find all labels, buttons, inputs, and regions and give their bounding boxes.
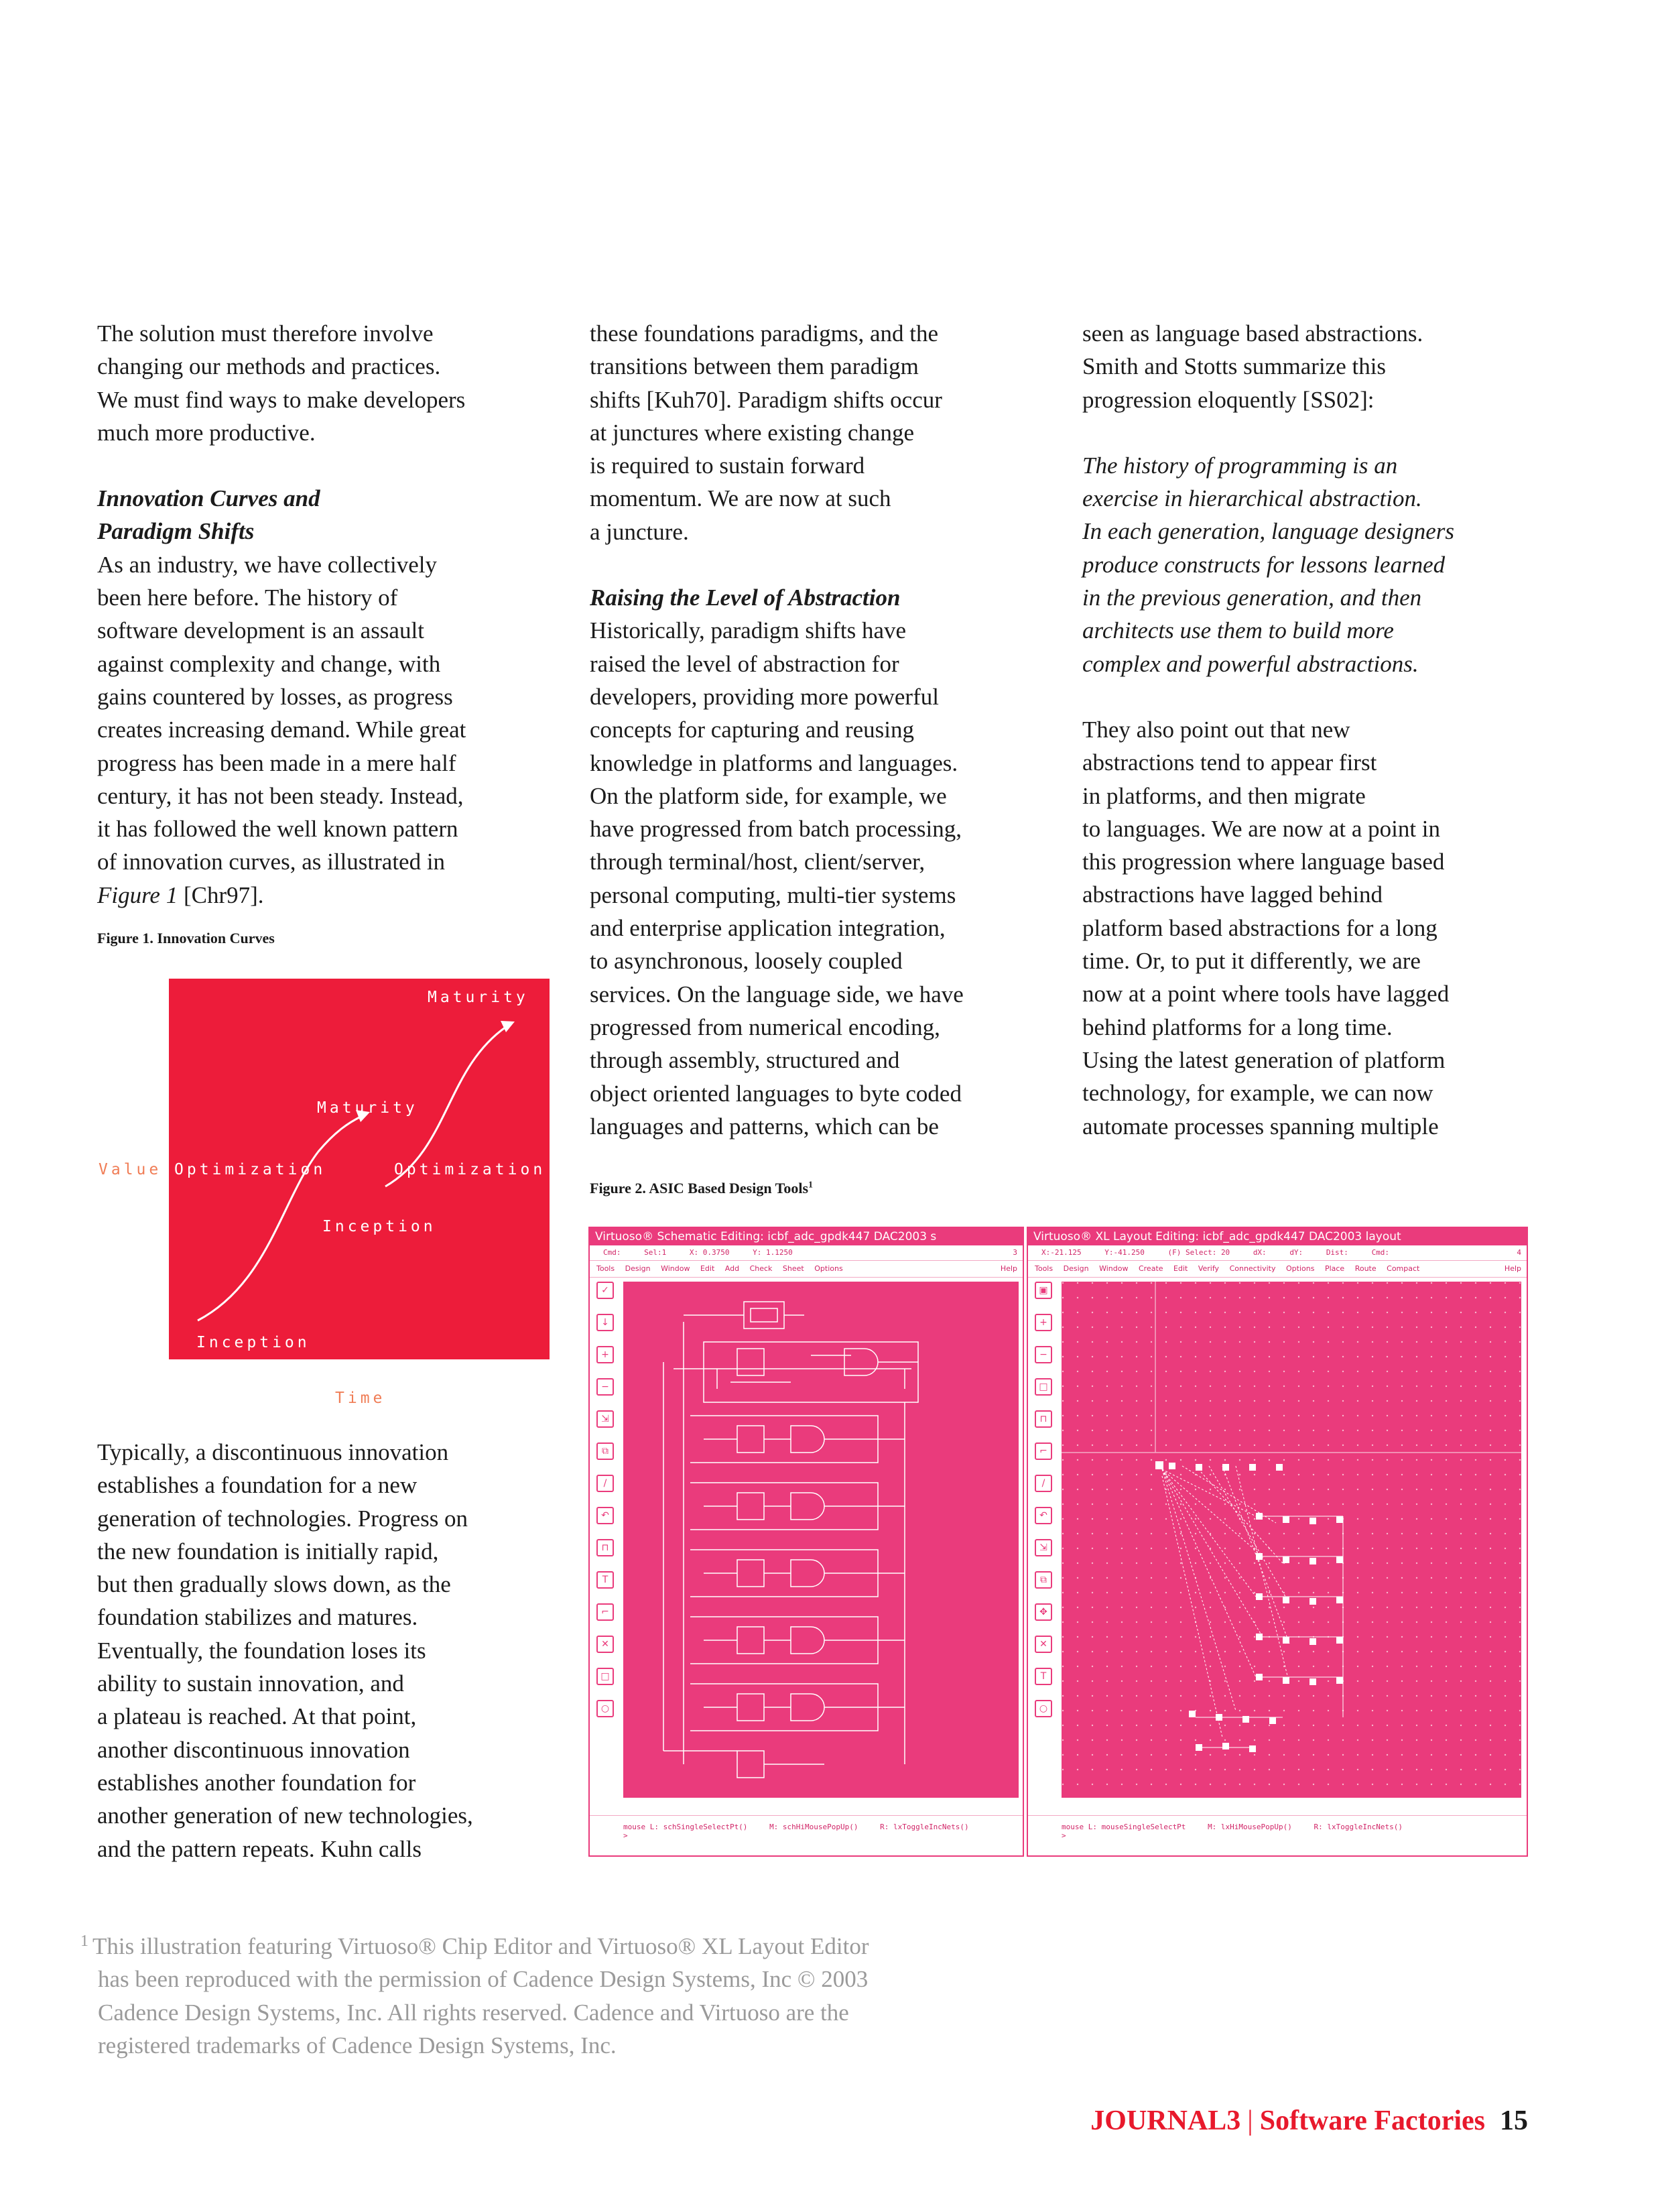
innovation-curves-diagram: [97, 979, 560, 1408]
paragraph: Historically, paradigm shifts have raised the level of abstraction for developers, providing more powerful concepts for capturing and reusing knowledge in platforms and languages. On the platform side, for example, we have progressed from batch processing, through terminal/host, client/server, personal computing, multi-tier systems and enterprise application integration, to asynchronous, loosely coupled services. On the language side, we have progressed from numerical encoding, through assembly, structured and object oriented languages to byte coded languages and patterns, which can be: [590, 617, 964, 1140]
layout-canvas: [1062, 1282, 1521, 1798]
label-optimization-left: Optimization: [174, 1161, 326, 1178]
property-icon: ○: [1035, 1700, 1052, 1717]
layout-editor-window: [1027, 1227, 1528, 1857]
command-prompt: >: [1062, 1831, 1066, 1840]
paragraph: They also point out that new abstractions tend to appear first in platforms, and then migrate to languages. We are now at a point in this progression where language based abstractions have lagged behind platform based abstractions for a long time. Or, to put it differently, we are now at a point where tools have lagged behind platforms for a long time. Using the latest generation of platform technology, for example, we can now automate processes spanning multiple: [1082, 716, 1450, 1140]
paragraph: The solution must therefore involve changing our methods and practices. We must find ways to make developers much more productive.: [97, 320, 466, 446]
citation: [Chr97].: [178, 881, 264, 908]
block-quote: The history of programming is an exercise in hierarchical abstraction. In each generation, language designers produce constructs for lessons learned in the previous generation, and then architects use them to build more complex and powerful abstractions.: [1082, 452, 1455, 677]
label-icon: T: [596, 1571, 614, 1589]
schematic-circuit: [623, 1282, 1019, 1798]
pin-icon: ⊓: [596, 1539, 614, 1556]
tool-palette: [1031, 1282, 1058, 1732]
save-icon: ▣: [1035, 1282, 1052, 1299]
stretch-icon: ⇲: [1035, 1539, 1052, 1556]
window-title: Virtuoso® Schematic Editing: icbf_adc_gpdk447 DAC2003 s: [590, 1228, 1023, 1245]
check-icon: ✓: [596, 1282, 614, 1299]
menu-bar: [1028, 1261, 1527, 1278]
menu-design: Design: [1063, 1264, 1089, 1273]
menu-create: Create: [1138, 1264, 1163, 1273]
schematic-canvas: [623, 1282, 1019, 1798]
menu-place: Place: [1324, 1264, 1345, 1273]
paragraph: As an industry, we have collectively been here before. The history of software development is an assault against complexity and change, with gains countered by losses, as progress creates increasing demand. While great progress has been made in a mere half century, it has not been steady. Instead, it has followed the well known pattern of innovation curves, as illustrated in Figure 1 [Chr97].: [97, 551, 466, 908]
zoom-out-icon: −: [596, 1378, 614, 1396]
status-bar: X:-21.125 Y:-41.250 (F) Select: 20 dX: dY: Dist: Cmd: 4: [1028, 1245, 1527, 1261]
undo-icon: ↶: [596, 1507, 614, 1524]
delete-icon: ✕: [1035, 1636, 1052, 1653]
axis-label-time: Time: [335, 1390, 386, 1407]
label-inception-bottom: Inception: [196, 1334, 310, 1351]
instance-icon: □: [596, 1668, 614, 1685]
menu-bar: [590, 1261, 1023, 1278]
menu-window: Window: [661, 1264, 690, 1273]
menu-add: Add: [724, 1264, 740, 1273]
stretch-icon: ⇲: [596, 1410, 614, 1428]
section-heading-raising-abstraction: Raising the Level of Abstraction: [590, 585, 901, 611]
column-1: [97, 317, 560, 912]
menu-check: Check: [749, 1264, 773, 1273]
path-icon: ⊓: [1035, 1410, 1052, 1428]
save-icon: ↓: [596, 1314, 614, 1331]
window-title: Virtuoso® XL Layout Editing: icbf_adc_gpdk447 DAC2003 layout: [1028, 1228, 1527, 1245]
menu-window: Window: [1099, 1264, 1129, 1273]
menu-sheet: Sheet: [782, 1264, 804, 1273]
figure-innovation-curves: [97, 979, 560, 1408]
rectangle-icon: □: [1035, 1378, 1052, 1396]
label-maturity-top: Maturity: [428, 989, 529, 1006]
paragraph: these foundations paradigms, and the transitions between them paradigm shifts [Kuh70]. Paradigm shifts occur at junctures where existing change is required to sustain forward momentum. We are now at such a juncture.: [590, 320, 942, 545]
menu-connectivity: Connectivity: [1229, 1264, 1276, 1273]
label-maturity-mid: Maturity: [317, 1099, 418, 1117]
footnote-mark: 1: [808, 1180, 814, 1190]
menu-edit: Edit: [1173, 1264, 1188, 1273]
label-inception-mid: Inception: [322, 1218, 436, 1235]
mouse-binding-bar: mouse L: mouseSingleSelectPt M: lxHiMousePopUp() R: lxToggleIncNets() >: [1028, 1815, 1527, 1855]
menu-help: Help: [1000, 1264, 1017, 1273]
footnote: $^1$ This illustration featuring Virtuoso® Chip Editor and Virtuoso® XL Layout Editor has been reproduced with the permission of Cadence Design Systems, Inc © 2003 Cadence Design Systems, Inc. All rights reserved. Cadence and Virtuoso are the registered trademarks of Cadence Design Systems, Inc.: [80, 1932, 869, 2059]
undo-icon: ↶: [1035, 1507, 1052, 1524]
footer-separator: |: [1247, 2105, 1253, 2136]
tool-palette: [592, 1282, 619, 1732]
column-3: [1082, 317, 1551, 1143]
menu-help: Help: [1504, 1264, 1521, 1273]
page-number: 15: [1500, 2105, 1528, 2136]
wire-icon: /: [596, 1475, 614, 1492]
axis-label-value: Value: [99, 1161, 162, 1178]
paragraph: Typically, a discontinuous innovation establishes a foundation for a new generation of technologies. Progress on the new foundation is initially rapid, but then gradually slows down, as the foundation stabilizes and matures. Eventually, the foundation loses its ability to sustain innovation, and a plateau is reached. At that point, another discontinuous innovation establishes another foundation for another generation of new technologies, and the pattern repeats. Kuhn calls: [97, 1439, 473, 1862]
move-icon: ✥: [1035, 1603, 1052, 1621]
journal-title: Software Factories: [1259, 2105, 1485, 2136]
menu-tools: Tools: [596, 1264, 615, 1273]
journal-name: JOURNAL3: [1090, 2105, 1241, 2136]
footnote-number: 1: [80, 1932, 88, 1950]
menu-tools: Tools: [1035, 1264, 1053, 1273]
menu-options: Options: [1286, 1264, 1315, 1273]
copy-icon: ⧉: [596, 1442, 614, 1460]
figure-1-caption: Figure 1. Innovation Curves: [97, 930, 275, 946]
polygon-icon: ⌐: [1035, 1442, 1052, 1460]
menu-options: Options: [814, 1264, 843, 1273]
page-footer: [1090, 2105, 1528, 2137]
command-prompt: >: [623, 1831, 628, 1840]
figure-2-caption: Figure 2. ASIC Based Design Tools$^1$: [590, 1180, 814, 1196]
bus-icon: ⌐: [596, 1603, 614, 1621]
zoom-in-icon: +: [1035, 1314, 1052, 1331]
zoom-in-icon: +: [596, 1346, 614, 1363]
copy-icon: ⧉: [1035, 1571, 1052, 1589]
zoom-out-icon: −: [1035, 1346, 1052, 1363]
menu-compact: Compact: [1387, 1264, 1420, 1273]
figure-reference: Figure 1: [97, 881, 178, 908]
property-icon: ○: [596, 1700, 614, 1717]
figure-asic-design-tools: [588, 1227, 1528, 1857]
menu-route: Route: [1354, 1264, 1377, 1273]
menu-verify: Verify: [1198, 1264, 1220, 1273]
label-optimization-right: Optimization: [394, 1161, 546, 1178]
column-2: [590, 317, 1059, 1143]
ruler-icon: /: [1035, 1475, 1052, 1492]
status-bar: Cmd: Sel:1 X: 0.3750 Y: 1.1250 3: [590, 1245, 1023, 1261]
menu-design: Design: [625, 1264, 651, 1273]
mouse-binding-bar: mouse L: schSingleSelectPt() M: schHiMousePopUp() R: lxToggleIncNets() >: [590, 1815, 1023, 1855]
column-1-continued: [97, 1436, 560, 1865]
section-heading-innovation-curves: Innovation Curves and Paradigm Shifts: [97, 485, 320, 545]
delete-icon: ✕: [596, 1636, 614, 1653]
paragraph: seen as language based abstractions. Smith and Stotts summarize this progression eloquently [SS02]:: [1082, 320, 1423, 413]
schematic-editor-window: [588, 1227, 1024, 1857]
label-icon: T: [1035, 1668, 1052, 1685]
layout-view: [1062, 1282, 1521, 1798]
menu-edit: Edit: [700, 1264, 715, 1273]
